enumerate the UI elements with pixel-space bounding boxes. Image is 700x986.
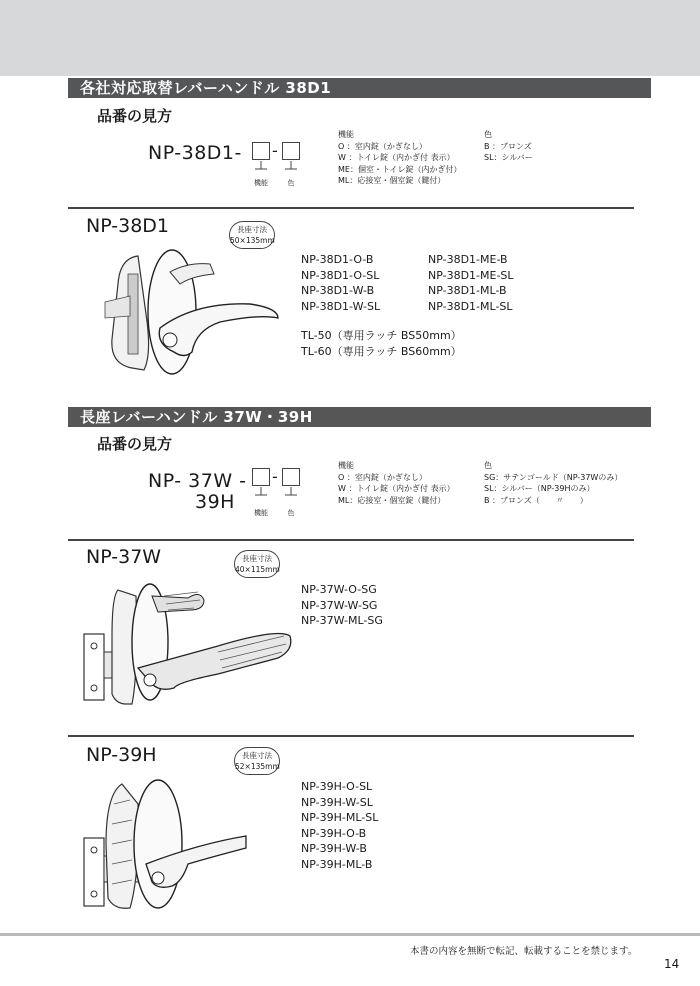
model-title: NP-39H — [86, 744, 157, 766]
product-code-list — [428, 252, 514, 314]
product-code: NP-39H-O-B — [301, 826, 367, 840]
product-code: NP-37W-W-SG — [301, 598, 378, 612]
plate-size-badge — [234, 747, 280, 775]
badge-size: 50×135mm — [230, 236, 275, 245]
color-legend — [484, 129, 533, 164]
product-code: NP-39H-W-B — [301, 842, 367, 855]
product-code: NP-38D1-ME-SL — [428, 268, 514, 282]
lever-handle-39h-illustration — [78, 774, 293, 914]
product-code: NP-39H-ML-SL — [301, 811, 379, 824]
code-dash: - — [272, 141, 278, 160]
color-box-label: 色 — [287, 509, 295, 517]
function-legend-heading: 機能 — [338, 461, 354, 470]
divider — [68, 539, 634, 541]
section-title-38d1: 各社対応取替レバーハンドル 38D1 — [68, 78, 651, 98]
lever-handle-37w-illustration — [78, 576, 293, 712]
function-legend-item: ML：応接室・個室錠（鍵付） — [338, 176, 446, 185]
product-code-list — [301, 779, 378, 872]
latch-note: TL-60（専用ラッチ BS60mm） — [301, 344, 462, 358]
color-legend-item: SG：サテンゴールド（NP-37Wのみ） — [484, 472, 623, 482]
function-legend-item: O ：室内錠（かぎなし） — [338, 141, 427, 151]
lever-handle-38d1-illustration — [100, 244, 290, 384]
product-code-list — [301, 582, 383, 629]
product-code: NP-37W-ML-SG — [301, 614, 383, 627]
part-code-alt: 39H — [195, 491, 235, 513]
product-code: NP-38D1-O-SL — [301, 268, 380, 282]
product-code: NP-39H-ML-B — [301, 857, 373, 871]
badge-title: 長座寸法 — [242, 554, 272, 563]
product-code-list — [301, 252, 380, 314]
color-legend-item: B ：ブロンズ — [484, 141, 532, 151]
badge-size: 52×135mm — [235, 762, 280, 771]
product-code: NP-39H-W-SL — [301, 795, 373, 809]
function-legend — [338, 129, 462, 187]
divider — [68, 207, 634, 209]
color-code-box — [282, 142, 300, 160]
product-code: NP-38D1-W-SL — [301, 299, 381, 313]
function-legend — [338, 460, 455, 506]
how-to-read-heading: 品番の見方 — [97, 435, 173, 453]
badge-title: 長座寸法 — [242, 751, 272, 760]
model-title: NP-38D1 — [86, 215, 170, 237]
product-code: NP-38D1-O-B — [301, 253, 374, 266]
function-legend-heading: 機能 — [338, 130, 354, 139]
product-code: NP-38D1-ML-B — [428, 284, 507, 297]
function-code-box — [252, 142, 270, 160]
color-legend-item: B ：ブロンズ（ 〃 ） — [484, 495, 588, 505]
color-legend-item: SL：シルバー（NP-39Hのみ） — [484, 484, 595, 493]
model-title: NP-37W — [86, 546, 162, 568]
latch-notes — [301, 328, 462, 359]
color-code-box — [282, 468, 300, 486]
section-title-37w-39h: 長座レバーハンドル 37W・39H — [68, 407, 651, 427]
plate-size-badge — [234, 550, 280, 578]
function-legend-item: O ：室内錠（かぎなし） — [338, 472, 427, 482]
function-code-box — [252, 468, 270, 486]
color-legend-item: SL：シルバー — [484, 153, 533, 162]
product-code: NP-37W-O-SG — [301, 583, 377, 596]
badge-title: 長座寸法 — [237, 225, 267, 234]
box-leader-lines — [250, 161, 310, 175]
function-legend-item: W ：トイレ錠（内かぎ付 表示） — [338, 153, 455, 162]
function-box-label: 機能 — [254, 179, 268, 187]
product-code: NP-38D1-ML-SL — [428, 299, 513, 313]
box-leader-lines — [250, 487, 310, 501]
function-legend-item: W ：トイレ錠（内かぎ付 表示） — [338, 484, 455, 493]
function-legend-item: ME：個室・トイレ錠（内かぎ付） — [338, 164, 462, 174]
product-code: NP-39H-O-SL — [301, 780, 373, 793]
badge-size: 40×115mm — [235, 565, 280, 574]
product-code: NP-38D1-ME-B — [428, 253, 508, 266]
copyright-notice: 本書の内容を無断で転記、転載することを禁じます。 — [410, 946, 638, 957]
part-code-prefix: NP- 37W - — [148, 470, 247, 492]
function-legend-item: ML：応接室・個室錠（鍵付） — [338, 495, 446, 505]
color-legend-heading: 色 — [484, 130, 492, 139]
header-band — [0, 0, 700, 76]
color-legend — [484, 460, 622, 506]
latch-note: TL-50（専用ラッチ BS50mm） — [301, 329, 462, 342]
part-code-prefix: NP-38D1- — [148, 142, 242, 164]
footer-rule — [0, 933, 700, 936]
color-box-label: 色 — [287, 179, 295, 187]
code-dash: - — [272, 467, 278, 486]
how-to-read-heading: 品番の見方 — [97, 107, 173, 125]
product-code: NP-38D1-W-B — [301, 284, 375, 297]
function-box-label: 機能 — [254, 509, 268, 517]
color-legend-heading: 色 — [484, 461, 492, 470]
page-number: 14 — [664, 957, 680, 971]
divider — [68, 735, 634, 737]
